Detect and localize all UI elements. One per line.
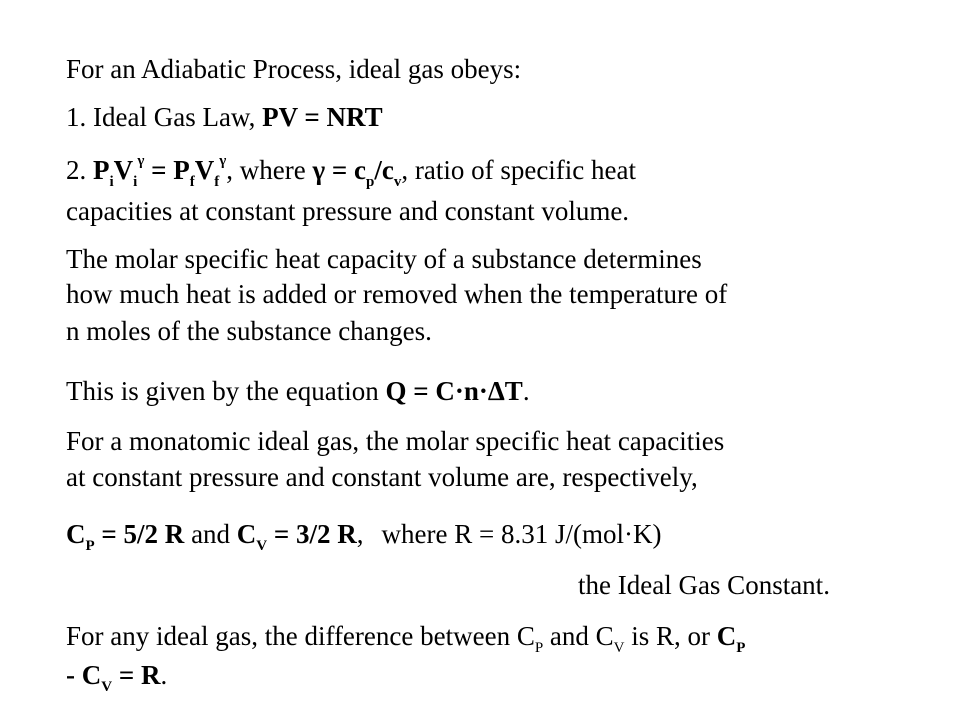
heading-adiabatic-process bbox=[66, 52, 521, 86]
gamma-definition: $\gamma = c_p/c_v$ bbox=[312, 155, 402, 190]
ideal-gas-law-line bbox=[66, 100, 383, 134]
cp-equation: $C_P = 5/2$ R bbox=[66, 519, 185, 554]
text-line: how much heat is added or removed when the temperature of bbox=[66, 279, 728, 309]
gas-constant-value: where R = 8.31 J/(mol·K) bbox=[381, 519, 662, 549]
difference-equation: - $C_V = R$ bbox=[66, 660, 161, 695]
text-line: , where bbox=[226, 155, 313, 185]
ideal-gas-law-equation: PV = NRT bbox=[262, 102, 383, 132]
difference-line: For any ideal gas, the difference between $C_P$ and $C_V$ is R, or $C_P$ bbox=[66, 621, 746, 656]
text-line: capacities at constant pressure and constant volume. bbox=[66, 196, 630, 226]
text-line: For a monatomic ideal gas, the molar specific heat capacities bbox=[66, 426, 725, 456]
heat-capacities-line: $C_P = 5/2$ R and $C_V = 3/2$ R, where R = 8.31 J/(mol·K) bbox=[66, 519, 662, 554]
heat-equation-line: This is given by the equation Q = C·n·ΔT. bbox=[66, 376, 530, 406]
text-line: , ratio of specific heat bbox=[401, 155, 637, 185]
text-line: For an Adiabatic Process, ideal gas obeys: bbox=[66, 54, 522, 84]
text-line: The molar specific heat capacity of a substance determines bbox=[66, 244, 702, 274]
text-line: at constant pressure and constant volume are, respectively, bbox=[66, 462, 698, 492]
adiabatic-equation: $P_iV_i^\gamma = P_fV_f^\gamma$ bbox=[93, 153, 227, 190]
list-number: 2. bbox=[66, 155, 93, 185]
adiabatic-relation-line bbox=[66, 153, 637, 190]
text-line: 1. Ideal Gas Law, bbox=[66, 102, 263, 132]
text-line: n moles of the substance changes. bbox=[66, 316, 432, 346]
cv-equation: $C_V = 3/2$ R bbox=[236, 519, 357, 554]
heat-equation: Q = C·n·ΔT bbox=[385, 376, 523, 406]
gas-constant-label: the Ideal Gas Constant. bbox=[578, 570, 830, 600]
text-line: This is given by the equation bbox=[66, 376, 386, 406]
difference-equation-line: - $C_V = R$. bbox=[66, 660, 168, 695]
